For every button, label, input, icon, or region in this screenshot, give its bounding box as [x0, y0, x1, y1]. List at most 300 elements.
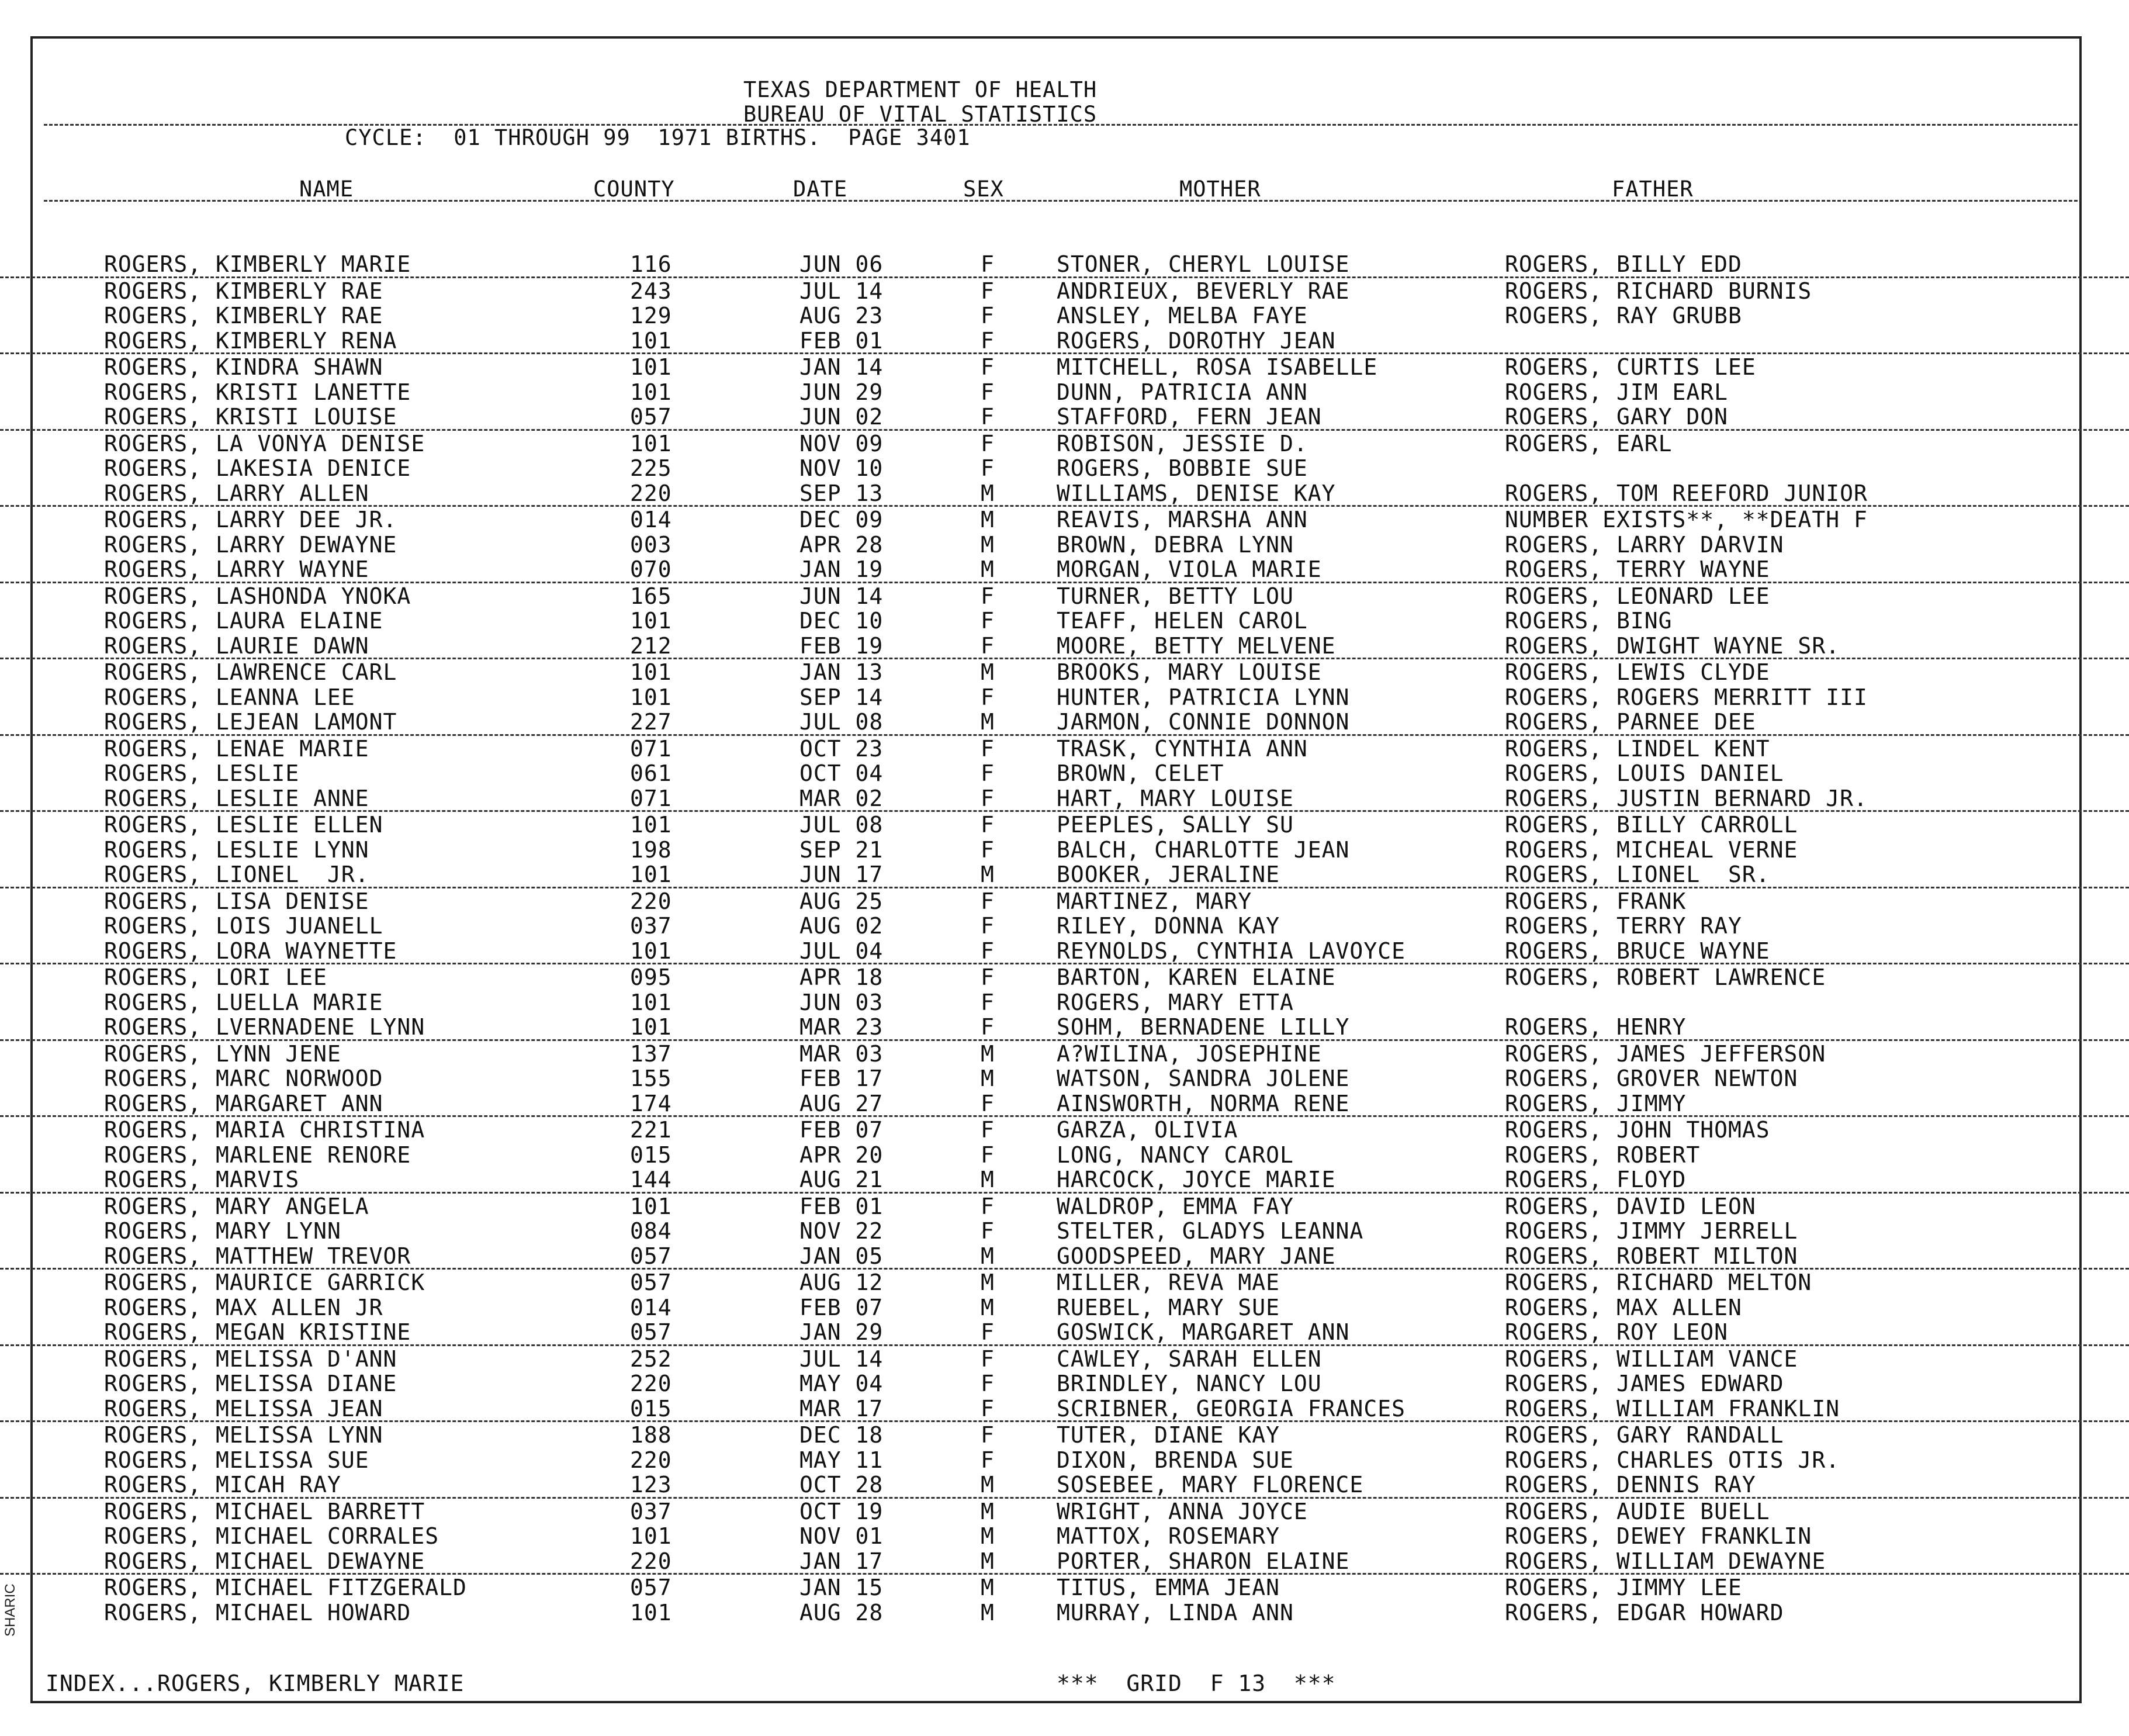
record-sex: F [981, 938, 995, 964]
record-county: 057 [630, 1319, 672, 1345]
record-row [0, 1422, 2129, 1447]
record-row [0, 379, 2129, 404]
record-name: ROGERS, LEJEAN LAMONT [104, 709, 397, 735]
record-name: ROGERS, MELISSA SUE [104, 1447, 369, 1473]
record-date: AUG 28 [799, 1599, 884, 1626]
record-father: ROGERS, JOHN THOMAS [1505, 1117, 1770, 1143]
record-name: ROGERS, LENAE MARIE [104, 735, 369, 762]
record-father: ROGERS, ROBERT LAWRENCE [1505, 964, 1826, 990]
record-mother: MURRAY, LINDA ANN [1057, 1599, 1294, 1626]
record-sex: F [981, 404, 995, 430]
record-row [0, 837, 2129, 862]
record-father: ROGERS, ROBERT MILTON [1505, 1243, 1798, 1269]
record-date: MAR 17 [799, 1395, 884, 1422]
record-county: 014 [630, 1294, 672, 1320]
record-mother: BROWN, CELET [1057, 760, 1224, 786]
record-father: ROGERS, GARY RANDALL [1505, 1422, 1784, 1448]
record-sex: F [981, 1193, 995, 1219]
record-county: 101 [630, 1014, 672, 1040]
record-sex: F [981, 251, 995, 277]
record-mother: TUTER, DIANE KAY [1057, 1422, 1280, 1448]
record-row [0, 532, 2129, 557]
record-name: ROGERS, MEGAN KRISTINE [104, 1319, 411, 1345]
record-sex: M [981, 659, 995, 685]
record-row [0, 990, 2129, 1015]
record-mother: SCRIBNER, GEORGIA FRANCES [1057, 1395, 1406, 1422]
record-father: ROGERS, ROY LEON [1505, 1319, 1729, 1345]
record-mother: STAFFORD, FERN JEAN [1057, 404, 1322, 430]
record-father: ROGERS, ROBERT [1505, 1142, 1701, 1168]
record-name: ROGERS, MARY ANGELA [104, 1193, 369, 1219]
record-sex: F [981, 1319, 995, 1345]
record-father: ROGERS, CHARLES OTIS JR. [1505, 1447, 1840, 1473]
record-row [0, 507, 2129, 532]
record-county: 188 [630, 1422, 672, 1448]
record-county: 220 [630, 1447, 672, 1473]
record-county: 101 [630, 1599, 672, 1626]
grid-footer: *** GRID F 13 *** [1057, 1671, 1336, 1696]
record-row [0, 888, 2129, 914]
column-header-name: NAME [299, 177, 354, 202]
record-father: ROGERS, WILLIAM DEWAYNE [1505, 1548, 1826, 1574]
record-mother: BROWN, DEBRA LYNN [1057, 531, 1294, 558]
record-sex: F [981, 632, 995, 659]
record-father: NUMBER EXISTS**, **DEATH F [1505, 507, 1868, 532]
record-date: JUL 14 [799, 278, 884, 304]
record-sex: M [981, 531, 995, 558]
record-county: 057 [630, 404, 672, 430]
record-father: ROGERS, AUDIE BUELL [1505, 1498, 1770, 1524]
record-father: ROGERS, PARNEE DEE [1505, 709, 1756, 735]
record-name: ROGERS, MARIA CHRISTINA [104, 1117, 425, 1143]
record-date: AUG 25 [799, 888, 884, 914]
record-sex: F [981, 913, 995, 939]
record-sex: F [981, 354, 995, 380]
record-date: JUN 29 [799, 379, 884, 405]
record-name: ROGERS, MICHAEL CORRALES [104, 1523, 439, 1549]
column-header-date: DATE [793, 177, 848, 202]
record-mother: WATSON, SANDRA JOLENE [1057, 1066, 1350, 1091]
record-mother: WALDROP, EMMA FAY [1057, 1193, 1294, 1219]
record-father: ROGERS, LEWIS CLYDE [1505, 659, 1770, 685]
record-name: ROGERS, MARY LYNN [104, 1218, 341, 1244]
record-sex: F [981, 455, 995, 481]
record-date: JAN 29 [799, 1319, 884, 1345]
record-date: FEB 01 [799, 1193, 884, 1219]
record-date: AUG 23 [799, 303, 884, 328]
record-father: ROGERS, WILLIAM FRANKLIN [1505, 1395, 1840, 1422]
record-mother: ROBISON, JESSIE D. [1057, 430, 1308, 457]
index-footer: INDEX...ROGERS, KIMBERLY MARIE [46, 1671, 465, 1696]
record-county: 037 [630, 1498, 672, 1524]
record-row [0, 1041, 2129, 1066]
record-father: ROGERS, BRUCE WAYNE [1505, 938, 1770, 964]
record-mother: HARCOCK, JOYCE MARIE [1057, 1167, 1336, 1192]
record-row [0, 1472, 2129, 1499]
record-sex: F [981, 836, 995, 863]
record-sex: F [981, 989, 995, 1015]
record-row [0, 431, 2129, 456]
record-father: ROGERS, ROGERS MERRITT III [1505, 684, 1868, 710]
record-mother: DIXON, BRENDA SUE [1057, 1447, 1294, 1473]
record-county: 057 [630, 1575, 672, 1600]
record-name: ROGERS, LVERNADENE LYNN [104, 1014, 425, 1040]
record-county: 015 [630, 1395, 672, 1422]
record-county: 070 [630, 556, 672, 582]
record-name: ROGERS, KRISTI LOUISE [104, 404, 397, 430]
record-county: 071 [630, 735, 672, 762]
record-row [0, 1319, 2129, 1346]
record-sex: F [981, 888, 995, 914]
record-row [0, 1295, 2129, 1320]
record-county: 221 [630, 1117, 672, 1143]
record-mother: MARTINEZ, MARY [1057, 888, 1252, 914]
record-name: ROGERS, LISA DENISE [104, 888, 369, 914]
record-sex: M [981, 480, 995, 506]
record-row [0, 1014, 2129, 1041]
record-sex: F [981, 1422, 995, 1448]
record-date: OCT 28 [799, 1472, 884, 1498]
record-sex: M [981, 1040, 995, 1067]
record-date: OCT 19 [799, 1498, 884, 1524]
record-sex: M [981, 1066, 995, 1091]
record-mother: REAVIS, MARSHA ANN [1057, 507, 1308, 532]
record-sex: F [981, 379, 995, 405]
record-sex: M [981, 1472, 995, 1498]
record-county: 137 [630, 1040, 672, 1067]
record-row [0, 1523, 2129, 1548]
record-mother: BRINDLEY, NANCY LOU [1057, 1371, 1322, 1396]
record-mother: BALCH, CHARLOTTE JEAN [1057, 836, 1350, 863]
record-row [0, 1346, 2129, 1371]
record-date: OCT 23 [799, 735, 884, 762]
record-date: DEC 09 [799, 507, 884, 532]
record-mother: ROGERS, BOBBIE SUE [1057, 455, 1308, 481]
record-name: ROGERS, LYNN JENE [104, 1040, 341, 1067]
record-mother: LONG, NANCY CAROL [1057, 1142, 1294, 1168]
record-date: JAN 14 [799, 354, 884, 380]
record-date: JUN 14 [799, 583, 884, 609]
record-row [0, 1194, 2129, 1219]
record-row [0, 736, 2129, 761]
record-sex: F [981, 430, 995, 457]
record-row [0, 1066, 2129, 1091]
record-date: JUN 17 [799, 862, 884, 887]
record-county: 144 [630, 1167, 672, 1192]
record-father: ROGERS, BING [1505, 608, 1673, 634]
bureau-title: BUREAU OF VITAL STATISTICS [743, 102, 1098, 127]
record-date: JUL 08 [799, 709, 884, 735]
record-date: JUN 03 [799, 989, 884, 1015]
record-name: ROGERS, KIMBERLY RAE [104, 303, 383, 328]
record-date: JUL 08 [799, 812, 884, 838]
record-name: ROGERS, MICHAEL FITZGERALD [104, 1575, 467, 1600]
record-row [0, 786, 2129, 812]
record-row [0, 1548, 2129, 1575]
record-sex: M [981, 1243, 995, 1269]
record-county: 015 [630, 1142, 672, 1168]
record-date: JAN 17 [799, 1548, 884, 1574]
record-sex: F [981, 1395, 995, 1422]
record-row [0, 455, 2129, 480]
record-mother: BROOKS, MARY LOUISE [1057, 659, 1322, 685]
record-row [0, 354, 2129, 379]
record-mother: GARZA, OLIVIA [1057, 1117, 1238, 1143]
record-father: ROGERS, DEWEY FRANKLIN [1505, 1523, 1812, 1549]
record-row [0, 583, 2129, 608]
record-father: ROGERS, LOUIS DANIEL [1505, 760, 1784, 786]
record-mother: MATTOX, ROSEMARY [1057, 1523, 1280, 1549]
record-row [0, 1117, 2129, 1142]
record-row [0, 608, 2129, 633]
record-date: NOV 01 [799, 1523, 884, 1549]
record-date: SEP 14 [799, 684, 884, 710]
record-mother: A?WILINA, JOSEPHINE [1057, 1040, 1322, 1067]
record-row [0, 1371, 2129, 1396]
record-date: APR 18 [799, 964, 884, 990]
record-mother: GOSWICK, MARGARET ANN [1057, 1319, 1350, 1345]
record-sex: M [981, 1294, 995, 1320]
record-date: FEB 07 [799, 1117, 884, 1143]
record-county: 101 [630, 938, 672, 964]
record-mother: RILEY, DONNA KAY [1057, 913, 1280, 939]
record-father: ROGERS, EDGAR HOWARD [1505, 1599, 1784, 1626]
record-row [0, 278, 2129, 303]
record-father: ROGERS, LARRY DARVIN [1505, 531, 1784, 558]
record-name: ROGERS, LA VONYA DENISE [104, 430, 425, 457]
record-row [0, 1396, 2129, 1423]
record-mother: RUEBEL, MARY SUE [1057, 1294, 1280, 1320]
record-county: 252 [630, 1346, 672, 1372]
record-sex: M [981, 1599, 995, 1626]
record-name: ROGERS, MELISSA DIANE [104, 1371, 397, 1396]
record-sex: F [981, 278, 995, 304]
record-name: ROGERS, MICHAEL HOWARD [104, 1599, 411, 1626]
record-name: ROGERS, LOIS JUANELL [104, 913, 383, 939]
record-county: 101 [630, 379, 672, 405]
record-father: ROGERS, LIONEL SR. [1505, 862, 1770, 887]
record-sex: F [981, 1346, 995, 1372]
record-father: ROGERS, DENNIS RAY [1505, 1472, 1756, 1498]
record-county: 220 [630, 1548, 672, 1574]
record-sex: F [981, 1090, 995, 1116]
record-county: 101 [630, 812, 672, 838]
record-mother: SOHM, BERNADENE LILLY [1057, 1014, 1350, 1040]
record-county: 243 [630, 278, 672, 304]
record-father: ROGERS, RICHARD BURNIS [1505, 278, 1812, 304]
record-county: 101 [630, 989, 672, 1015]
record-name: ROGERS, LAURA ELAINE [104, 608, 383, 634]
record-row [0, 633, 2129, 660]
record-father: ROGERS, CURTIS LEE [1505, 354, 1756, 380]
record-county: 101 [630, 354, 672, 380]
record-county: 101 [630, 608, 672, 634]
record-father: ROGERS, JIMMY JERRELL [1505, 1218, 1798, 1244]
record-sex: F [981, 1142, 995, 1168]
record-sex: M [981, 1167, 995, 1192]
record-date: SEP 13 [799, 480, 884, 506]
record-father: ROGERS, FRANK [1505, 888, 1687, 914]
record-name: ROGERS, MARLENE RENORE [104, 1142, 411, 1168]
record-name: ROGERS, MARC NORWOOD [104, 1066, 383, 1091]
record-mother: WRIGHT, ANNA JOYCE [1057, 1498, 1308, 1524]
record-name: ROGERS, MICAH RAY [104, 1472, 341, 1498]
record-mother: AINSWORTH, NORMA RENE [1057, 1090, 1350, 1116]
record-row [0, 684, 2129, 710]
record-row [0, 1270, 2129, 1295]
record-father: ROGERS, EARL [1505, 430, 1673, 457]
record-name: ROGERS, LAWRENCE CARL [104, 659, 397, 685]
record-mother: ROGERS, DOROTHY JEAN [1057, 327, 1336, 354]
record-name: ROGERS, LASHONDA YNOKA [104, 583, 411, 609]
record-father: ROGERS, DWIGHT WAYNE SR. [1505, 632, 1840, 659]
record-sex: M [981, 1575, 995, 1600]
record-mother: PORTER, SHARON ELAINE [1057, 1548, 1350, 1574]
record-county: 129 [630, 303, 672, 328]
record-row [0, 480, 2129, 507]
record-mother: ROGERS, MARY ETTA [1057, 989, 1294, 1015]
record-sex: M [981, 1523, 995, 1549]
record-date: JUL 04 [799, 938, 884, 964]
record-father: ROGERS, FLOYD [1505, 1167, 1687, 1192]
record-mother: STONER, CHERYL LOUISE [1057, 251, 1350, 277]
record-father: ROGERS, MAX ALLEN [1505, 1294, 1742, 1320]
record-sex: F [981, 1218, 995, 1244]
record-sex: F [981, 684, 995, 710]
record-name: ROGERS, LARRY WAYNE [104, 556, 369, 582]
record-sex: F [981, 1014, 995, 1040]
record-row [0, 1499, 2129, 1524]
record-county: 057 [630, 1270, 672, 1295]
record-mother: BARTON, KAREN ELAINE [1057, 964, 1336, 990]
record-name: ROGERS, LAKESIA DENICE [104, 455, 411, 481]
record-mother: GOODSPEED, MARY JANE [1057, 1243, 1336, 1269]
record-name: ROGERS, LESLIE ANNE [104, 785, 369, 811]
record-list [0, 251, 2129, 1624]
agency-title: TEXAS DEPARTMENT OF HEALTH [743, 77, 1098, 102]
record-name: ROGERS, KIMBERLY RENA [104, 327, 397, 354]
record-sex: F [981, 735, 995, 762]
record-date: JAN 13 [799, 659, 884, 685]
record-date: APR 28 [799, 531, 884, 558]
record-mother: MITCHELL, ROSA ISABELLE [1057, 354, 1378, 380]
record-father: ROGERS, JIMMY [1505, 1090, 1687, 1116]
record-father: ROGERS, WILLIAM VANCE [1505, 1346, 1798, 1372]
record-father: ROGERS, LINDEL KENT [1505, 735, 1770, 762]
record-date: NOV 09 [799, 430, 884, 457]
record-name: ROGERS, KINDRA SHAWN [104, 354, 383, 380]
record-row [0, 404, 2129, 431]
record-row [0, 1600, 2129, 1625]
record-date: FEB 17 [799, 1066, 884, 1091]
record-name: ROGERS, LORA WAYNETTE [104, 938, 397, 964]
record-date: AUG 12 [799, 1270, 884, 1295]
record-sex: M [981, 507, 995, 532]
record-date: DEC 18 [799, 1422, 884, 1448]
record-mother: REYNOLDS, CYNTHIA LAVOYCE [1057, 938, 1406, 964]
record-father: ROGERS, TERRY WAYNE [1505, 556, 1770, 582]
record-mother: BOOKER, JERALINE [1057, 862, 1280, 887]
record-county: 220 [630, 1371, 672, 1396]
record-county: 220 [630, 480, 672, 506]
record-father: ROGERS, LEONARD LEE [1505, 583, 1770, 609]
record-sex: F [981, 1371, 995, 1396]
record-county: 057 [630, 1243, 672, 1269]
record-date: NOV 10 [799, 455, 884, 481]
record-sex: F [981, 812, 995, 838]
record-county: 101 [630, 1523, 672, 1549]
record-county: 225 [630, 455, 672, 481]
cycle-line: CYCLE: 01 THROUGH 99 1971 BIRTHS. PAGE 3401 [345, 125, 971, 150]
record-row [0, 1142, 2129, 1167]
record-name: ROGERS, LESLIE LYNN [104, 836, 369, 863]
record-county: 037 [630, 913, 672, 939]
record-mother: DUNN, PATRICIA ANN [1057, 379, 1308, 405]
record-name: ROGERS, LUELLA MARIE [104, 989, 383, 1015]
record-father: ROGERS, TOM REEFORD JUNIOR [1505, 480, 1868, 506]
record-row [0, 1575, 2129, 1600]
record-sex: M [981, 709, 995, 735]
record-name: ROGERS, LESLIE [104, 760, 300, 786]
record-row [0, 1091, 2129, 1118]
record-sex: F [981, 760, 995, 786]
record-date: FEB 19 [799, 632, 884, 659]
record-mother: ANDRIEUX, BEVERLY RAE [1057, 278, 1350, 304]
record-name: ROGERS, LESLIE ELLEN [104, 812, 383, 838]
record-county: 003 [630, 531, 672, 558]
record-sex: F [981, 608, 995, 634]
record-date: AUG 21 [799, 1167, 884, 1192]
record-father: ROGERS, JUSTIN BERNARD JR. [1505, 785, 1868, 811]
record-mother: TITUS, EMMA JEAN [1057, 1575, 1280, 1600]
record-row [0, 251, 2129, 278]
record-row [0, 913, 2129, 938]
record-sex: F [981, 1117, 995, 1143]
record-sex: F [981, 327, 995, 354]
record-mother: PEEPLES, SALLY SU [1057, 812, 1294, 838]
record-row [0, 862, 2129, 888]
record-date: JUN 02 [799, 404, 884, 430]
record-mother: STELTER, GLADYS LEANNA [1057, 1218, 1364, 1244]
record-father: ROGERS, JIMMY LEE [1505, 1575, 1742, 1600]
record-father: ROGERS, MICHEAL VERNE [1505, 836, 1798, 863]
record-mother: TRASK, CYNTHIA ANN [1057, 735, 1308, 762]
record-row [0, 328, 2129, 355]
record-father: ROGERS, GARY DON [1505, 404, 1729, 430]
record-name: ROGERS, MAX ALLEN JR [104, 1294, 383, 1320]
record-name: ROGERS, MICHAEL DEWAYNE [104, 1548, 425, 1574]
record-sex: F [981, 1447, 995, 1473]
record-date: AUG 27 [799, 1090, 884, 1116]
record-date: AUG 02 [799, 913, 884, 939]
record-father: ROGERS, GROVER NEWTON [1505, 1066, 1798, 1091]
record-sex: M [981, 1548, 995, 1574]
record-name: ROGERS, MAURICE GARRICK [104, 1270, 425, 1295]
record-name: ROGERS, KIMBERLY RAE [104, 278, 383, 304]
record-sex: M [981, 862, 995, 887]
column-header-rule [44, 200, 2078, 202]
record-date: JAN 15 [799, 1575, 884, 1600]
record-county: 198 [630, 836, 672, 863]
record-name: ROGERS, MELISSA JEAN [104, 1395, 383, 1422]
record-name: ROGERS, LARRY ALLEN [104, 480, 369, 506]
record-date: SEP 21 [799, 836, 884, 863]
record-name: ROGERS, LEANNA LEE [104, 684, 355, 710]
record-row [0, 556, 2129, 583]
record-father: ROGERS, HENRY [1505, 1014, 1687, 1040]
record-county: 101 [630, 1193, 672, 1219]
record-county: 165 [630, 583, 672, 609]
